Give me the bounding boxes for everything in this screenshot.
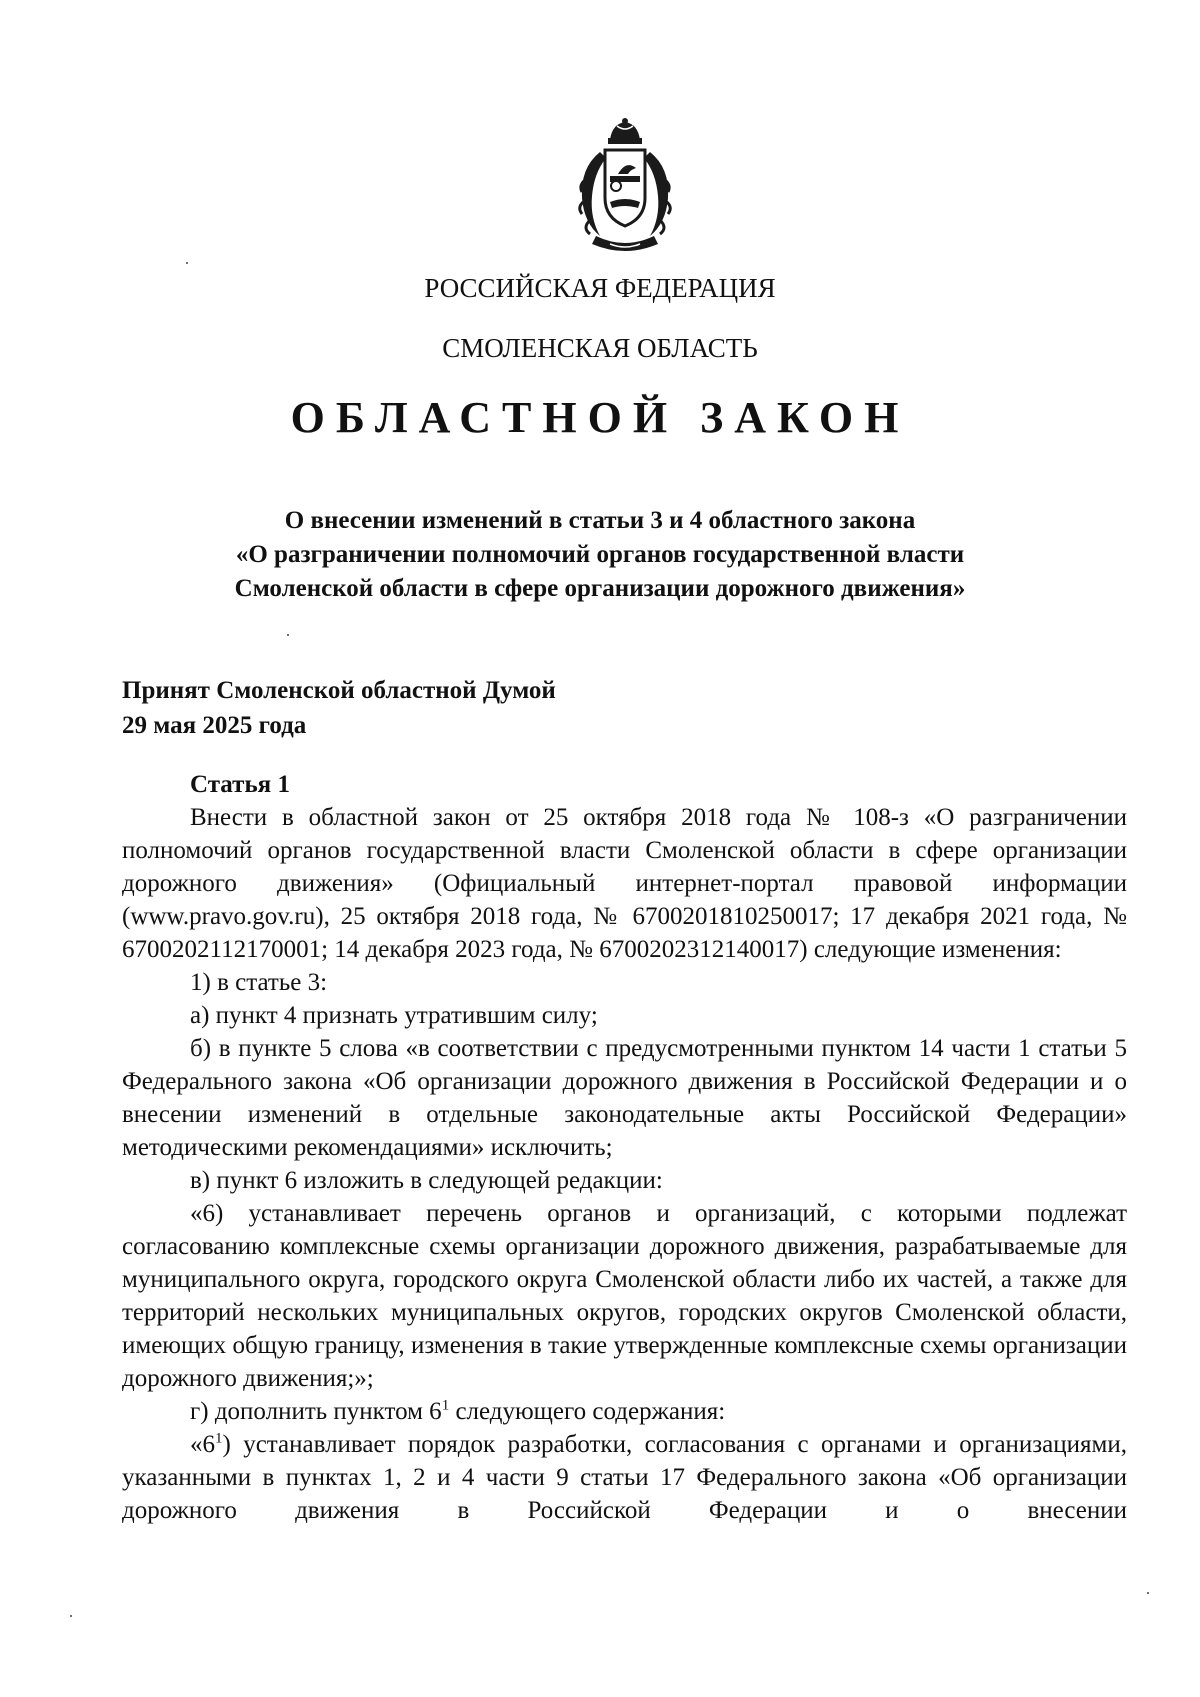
- list-item: а) пункт 4 признать утратившим силу;: [190, 1002, 598, 1029]
- country-name: РОССИЙСКАЯ ФЕДЕРАЦИЯ: [424, 273, 776, 303]
- adoption-date: 29 мая 2025 года: [122, 712, 307, 739]
- adopted-by: Принят Смоленской областной Думой: [122, 677, 556, 704]
- law-subject-line: Смоленской области в сфере организации дорожного движения»: [234, 575, 966, 602]
- law-subject: [160, 504, 1040, 606]
- list-item: б) в пункте 5 слова «в соответствии с предусмотренными пунктом 14 части 1 статьи 5 Федерального закона «Об организации дорожного движения в Российской Федерации и о внесении изменений в отдельные законодательные акты Российской Федерации» методическими рекомендациями» исключить;: [122, 1035, 1127, 1161]
- superscript: 1: [215, 1430, 223, 1447]
- article-title: Статья 1: [190, 771, 290, 798]
- coat-of-arms-icon: [560, 118, 690, 258]
- text-fragment: «6: [190, 1431, 215, 1458]
- list-item: в) пункт 6 изложить в следующей редакции:: [190, 1167, 663, 1194]
- list-item: [122, 1395, 1127, 1428]
- quoted-clause-6: «6) устанавливает перечень органов и организаций, с которыми подлежат согласованию комплексные схемы организации дорожного движения, разрабатываемые для муниципального округа, городского округа Смоленской области либо их частей, а также для территорий нескольких муниципальных округов, городских округов Смоленской области, имеющих общую границу, изменения в такие утвержденные комплексные схемы организации дорожного движения;»;: [122, 1200, 1127, 1392]
- text-fragment: следующего содержания:: [449, 1398, 726, 1425]
- law-subject-line: О внесении изменений в статьи 3 и 4 областного закона: [284, 507, 916, 534]
- scan-speck: [70, 1615, 72, 1617]
- adoption-info: [122, 673, 556, 743]
- list-item: 1) в статье 3:: [190, 969, 328, 996]
- scan-speck: [186, 262, 188, 264]
- superscript: 1: [441, 1397, 450, 1414]
- law-subject-line: «О разграничении полномочий органов государственной власти: [235, 541, 965, 568]
- region-name: СМОЛЕНСКАЯ ОБЛАСТЬ: [442, 333, 758, 363]
- scan-speck: [1147, 1592, 1149, 1594]
- text-fragment: г) дополнить пунктом 6: [190, 1398, 442, 1425]
- quoted-clause-6-1: [122, 1428, 1127, 1527]
- text-fragment: ) устанавливает порядок разработки, согласования с органами и организациями, указанными в пунктах 1, 2 и 4 части 9 статьи 17 Федерального закона «Об организации дорожного движения в Российской Федерации и о внесении: [122, 1431, 1127, 1524]
- scan-speck: [287, 634, 289, 636]
- document-type-title: ОБЛАСТНОЙ ЗАКОН: [290, 393, 910, 442]
- article-1: [122, 768, 1127, 1527]
- article-intro-paragraph: Внести в областной закон от 25 октября 2018 года № 108-з «О разграничении полномочий органов государственной власти Смоленской области в сфере организации дорожного движения» (Официальный интернет-портал правовой информации (www.pravo.gov.ru), 25 октября 2018 года, № 6700201810250017; 17 декабря 2021 года, № 6700202112170001; 14 декабря 2023 года, № 6700202312140017) следующие изменения:: [122, 804, 1127, 963]
